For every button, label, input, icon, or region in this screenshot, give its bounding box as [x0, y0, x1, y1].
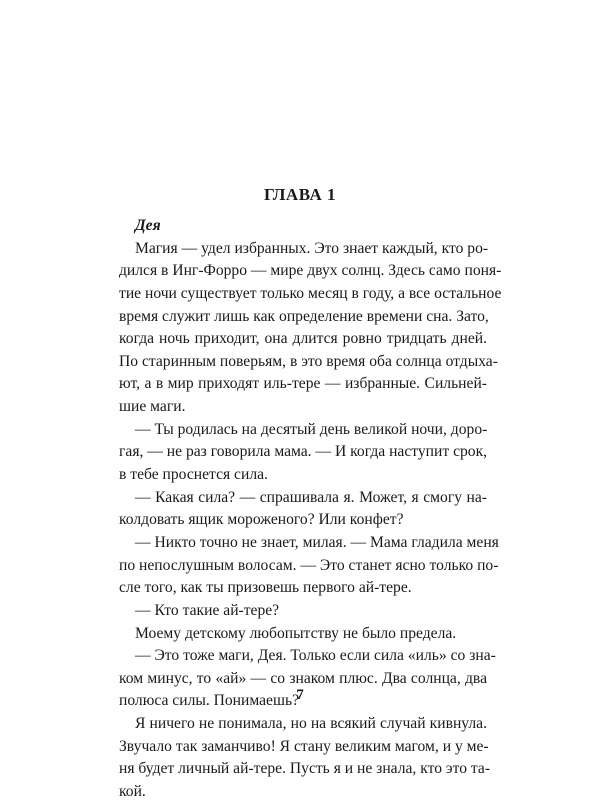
text-line: тие ночи существует только месяц в году, а все остальное	[119, 284, 502, 302]
section-heading: Дея	[135, 217, 161, 234]
text-line: время служит лишь как определение времени сна. Зато,	[119, 307, 489, 325]
text-line: Моему детскому любопытству не было предела.	[135, 624, 457, 642]
text-line: — Ты родилась на десятый день великой ночи, доро-	[135, 420, 488, 438]
text-line: по непослушным волосам. — Это станет ясно только по-	[119, 556, 499, 574]
text-line: — Это тоже маги, Дея. Только если сила «иль» со зна-	[135, 647, 496, 665]
text-line: в тебе проснется сила.	[119, 466, 268, 484]
page-number: 7	[296, 687, 304, 703]
text-line: ня будет личный ай-тере. Пусть я и не знала, кто это та-	[119, 760, 491, 778]
text-line: Звучало так заманчиво! Я стану великим магом, и у ме-	[119, 737, 489, 755]
text-line: кой.	[119, 783, 146, 801]
text-line: ют, а в мир приходят иль-тере — избранные. Сильней-	[119, 375, 487, 393]
text-line: — Никто точно не знает, милая. — Мама гладила меня	[135, 533, 499, 551]
text-line: когда ночь приходит, она длится ровно тридцать дней.	[119, 330, 487, 348]
text-line: шие маги.	[119, 398, 186, 416]
chapter-text	[119, 215, 502, 804]
text-line: гая, — не раз говорила мама. — И когда наступит срок,	[119, 443, 488, 461]
text-line: Я ничего не понимала, но на всякий случай кивнула.	[135, 715, 487, 733]
text-line: Магия — удел избранных. Это знает каждый, кто ро-	[135, 239, 489, 257]
text-line: ком минус, то «ай» — со знаком плюс. Два солнца, два	[119, 669, 487, 687]
text-line: — Кто такие ай-тере?	[135, 601, 280, 619]
text-line: полюса силы. Понимаешь?	[119, 692, 300, 710]
text-line: сле того, как ты призовешь первого ай-тере.	[119, 579, 412, 597]
text-line: колдовать ящик мороженого? Или конфет?	[119, 511, 404, 529]
text-line: — Какая сила? — спрашивала я. Может, я смогу на-	[135, 488, 487, 506]
chapter-title: ГЛАВА 1	[264, 185, 336, 204]
text-line: дился в Инг-Форро — мире двух солнц. Здесь само поня-	[119, 262, 502, 280]
text-line: По старинным поверьям, в это время оба солнца отдыха-	[119, 352, 498, 370]
